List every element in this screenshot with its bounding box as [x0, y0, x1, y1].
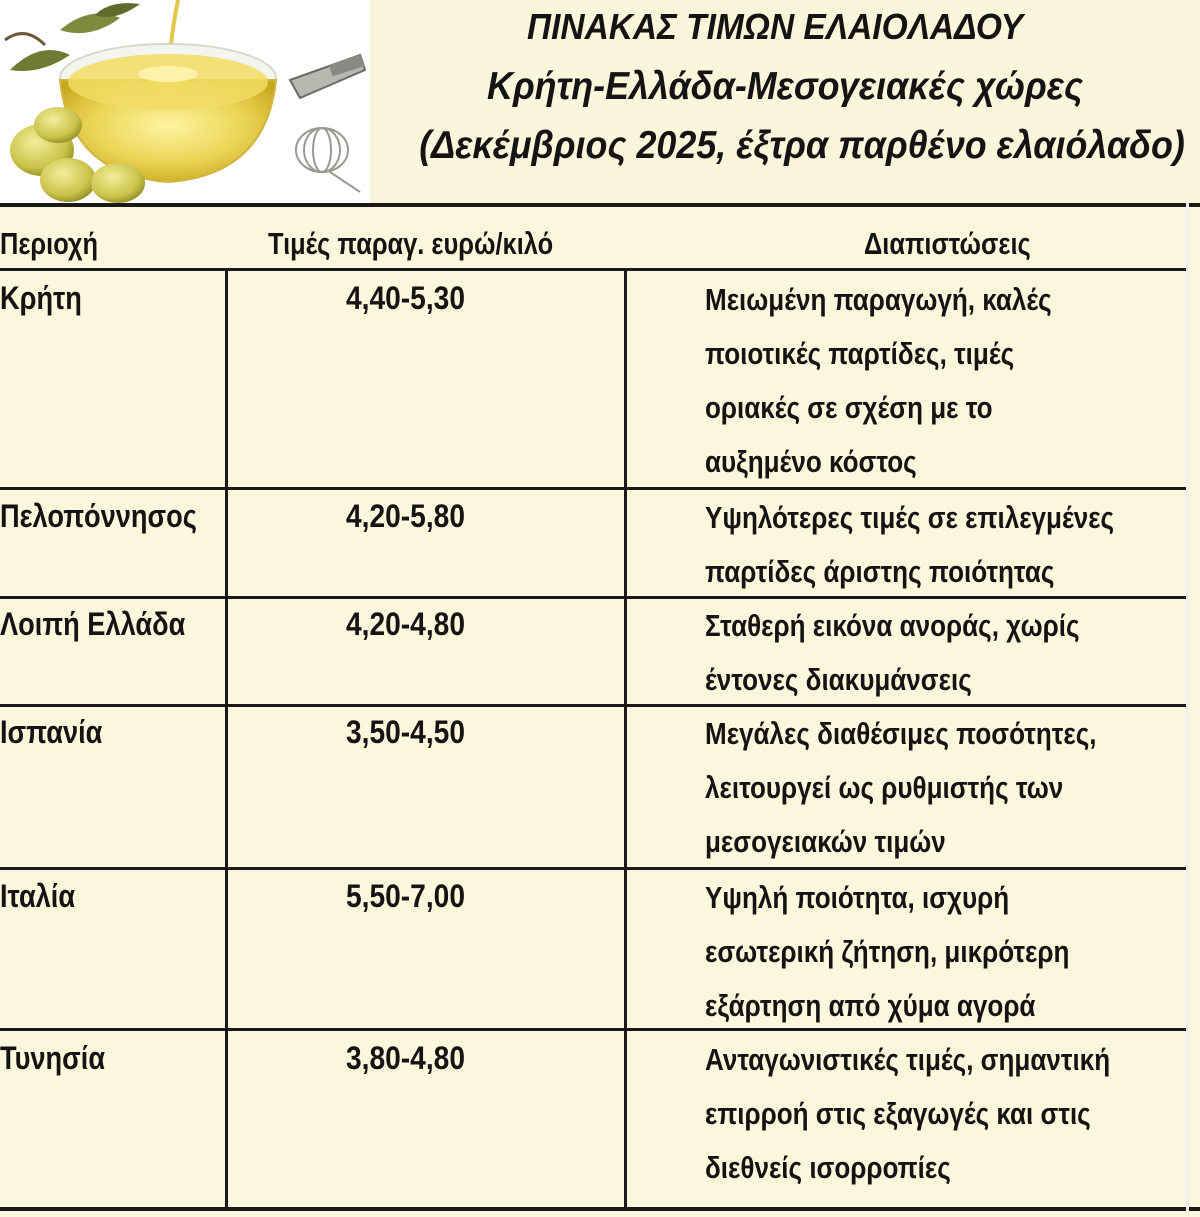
- table-row-price: 4,20-4,80: [346, 606, 465, 642]
- table-row-region: Τυνησία: [0, 1040, 106, 1076]
- table-row-region: Ισπανία: [0, 714, 103, 750]
- table-row-region: Ιταλία: [0, 878, 76, 914]
- column-header-price: Τιμές παραγ. ευρώ/κιλό: [268, 226, 554, 261]
- header: [0, 0, 1200, 203]
- table-row-region: Λοιπή Ελλάδα: [0, 606, 186, 642]
- table-row-price: 3,50-4,50: [346, 714, 465, 750]
- table-row-region: Κρήτη: [0, 280, 82, 316]
- olive-oil-bowl-illustration: [0, 0, 370, 203]
- page-title: ΠΙΝΑΚΑΣ ΤΙΜΩΝ ΕΛΑΙΟΛΑΔΟΥ: [527, 6, 1023, 47]
- table-row-price: 4,40-5,30: [346, 280, 465, 316]
- table-row-note: Υψηλότερες τιμές σε επιλεγμένες παρτίδες άριστης ποιότητας: [705, 500, 1115, 589]
- table-row-region: Πελοπόννησος: [0, 498, 197, 534]
- page-subtitle: Κρήτη-Ελλάδα-Μεσογειακές χώρες: [487, 65, 1083, 108]
- right-margin-edge: [1186, 203, 1189, 1211]
- table-row-note: Μειωμένη παραγωγή, καλές ποιοτικές παρτίδες, τιμές οριακές σε σχέση με το αυξημένο κόστος: [705, 282, 1052, 479]
- title-block: [370, 0, 1200, 203]
- olive-oil-photo: [0, 0, 370, 203]
- column-header-underline: [0, 268, 1188, 271]
- header-divider: [0, 203, 1200, 207]
- column-header-notes: Διαπιστώσεις: [864, 226, 1031, 261]
- column-header-region: Περιοχή: [0, 226, 98, 261]
- table-row-note: Σταθερή εικόνα ανοράς, χωρίς έντονες διακυμάνσεις: [705, 608, 1080, 697]
- period-note: (Δεκέμβριος 2025, έξτρα παρθένο ελαιόλαδο): [419, 124, 1185, 167]
- table-bottom-rule: [0, 1207, 1200, 1211]
- table-row-note: Μεγάλες διαθέσιμες ποσότητες, λειτουργεί ως ρυθμιστής των μεσογειακών τιμών: [705, 716, 1097, 859]
- table-row-price: 5,50-7,00: [346, 878, 465, 914]
- table-row-note: Υψηλή ποιότητα, ισχυρή εσωτερική ζήτηση, μικρότερη εξάρτηση από χύμα αγορά: [705, 880, 1070, 1023]
- column-divider-2: [624, 268, 627, 1208]
- table-row-note: Ανταγωνιστικές τιμές, σημαντική επιρροή στις εξαγωγές και στις διεθνείς ισορροπίες: [705, 1042, 1111, 1185]
- column-divider-1: [225, 268, 228, 1208]
- table-row-price: 4,20-5,80: [346, 498, 465, 534]
- table-row-price: 3,80-4,80: [346, 1040, 465, 1076]
